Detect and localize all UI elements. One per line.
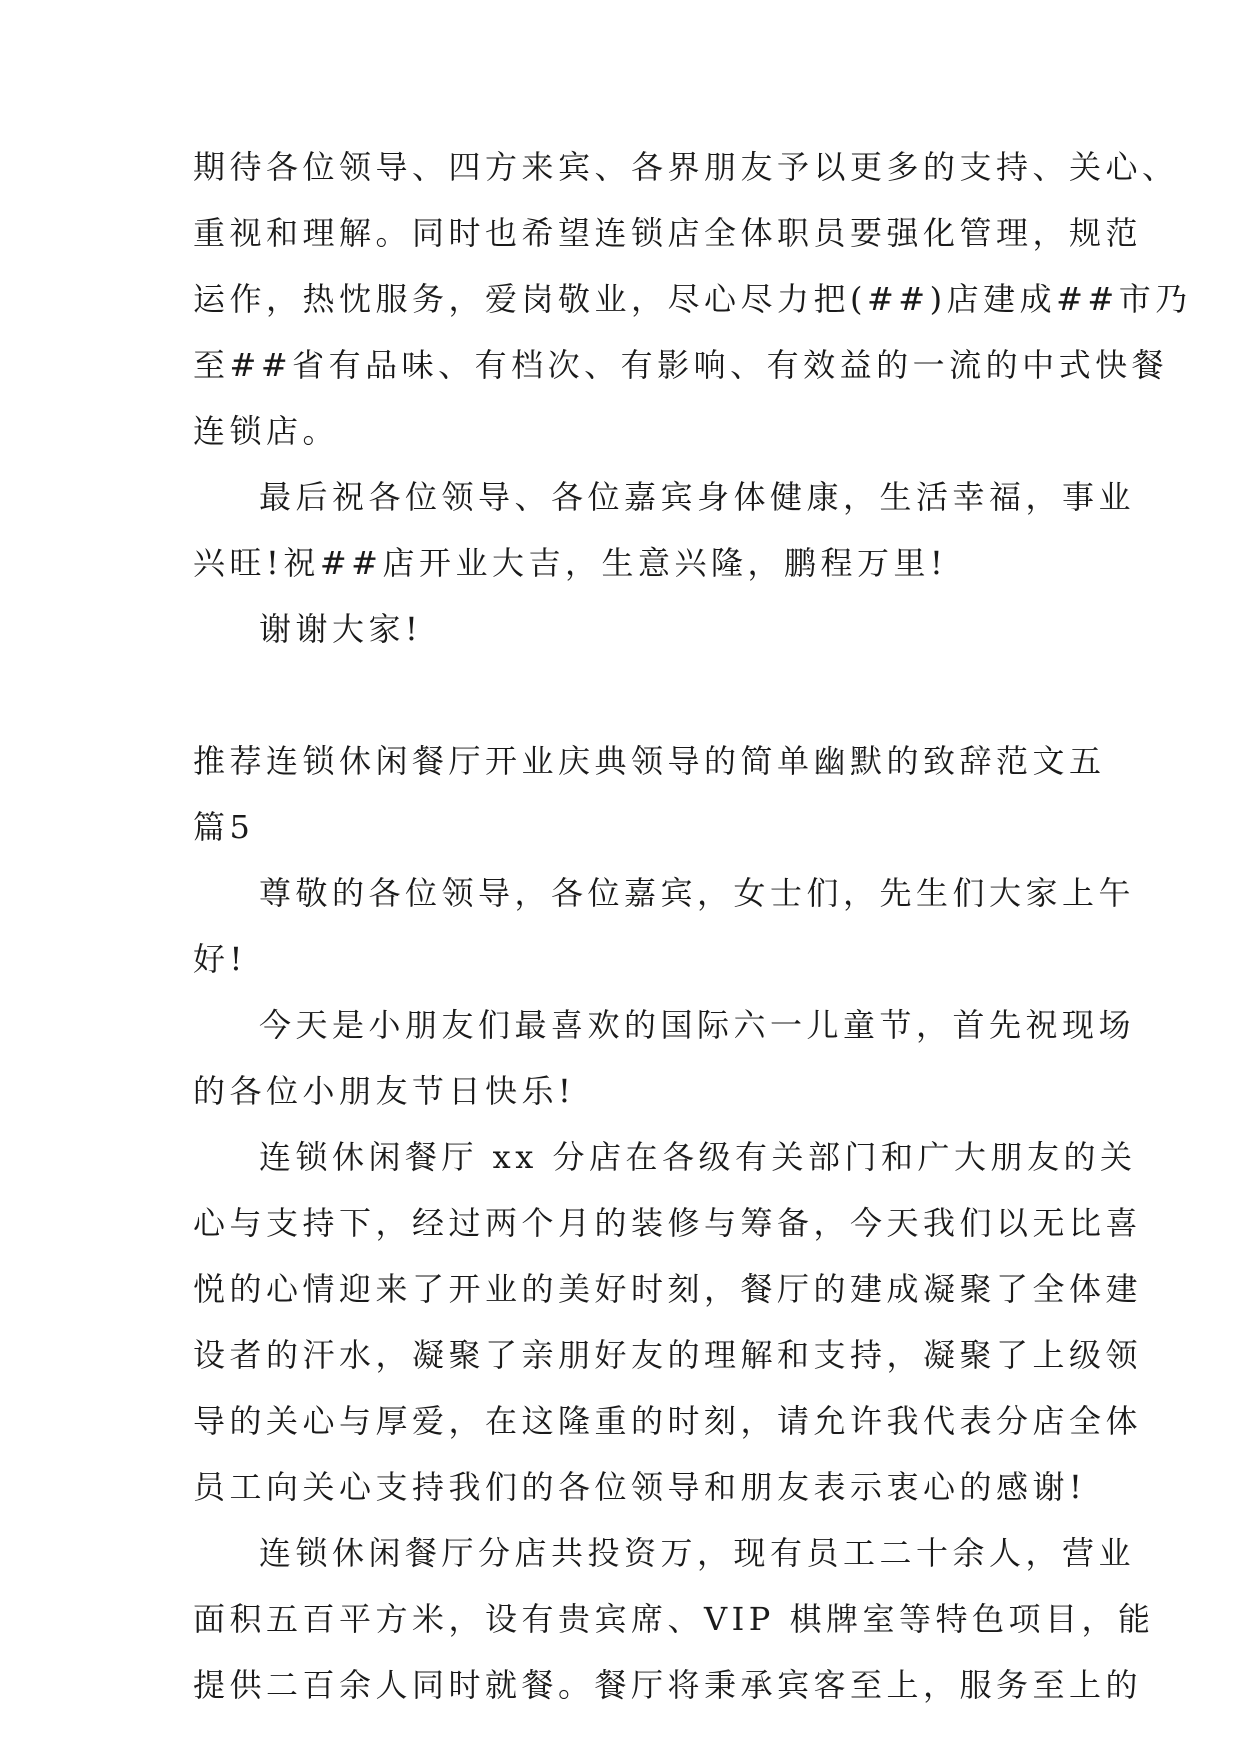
text-line: 心与支持下，经过两个月的装修与筹备，今天我们以无比喜 [193,1204,1143,1242]
section-gap [193,662,1055,728]
thanks-line: 谢谢大家! [259,610,423,648]
text-line: 至##省有品味、有档次、有影响、有效益的一流的中式快餐 [193,346,1169,384]
investment-paragraph [193,1520,1155,1718]
greeting-paragraph [193,860,1136,992]
text-line: 好! [193,940,247,978]
text-line: 设者的汗水，凝聚了亲朋好友的理解和支持，凝聚了上级领 [193,1336,1143,1374]
text-line: 今天是小朋友们最喜欢的国际六一儿童节，首先祝现场 [259,1006,1136,1044]
text-line: 运作，热忱服务，爱岗敬业，尽心尽力把(##)店建成##市乃 [193,280,1192,318]
text-line: 悦的心情迎来了开业的美好时刻，餐厅的建成凝聚了全体建 [193,1270,1143,1308]
text-line: 连锁休闲餐厅分店共投资万，现有员工二十余人，营业 [259,1534,1136,1572]
heading-line: 篇5 [193,808,255,846]
text-line: 员工向关心支持我们的各位领导和朋友表示衷心的感谢! [193,1468,1087,1506]
opening-paragraph [193,1124,1143,1520]
text-line: 连锁店。 [193,412,340,450]
text-line: 最后祝各位领导、各位嘉宾身体健康，生活幸福，事业 [259,478,1136,516]
text-line: 的各位小朋友节日快乐! [193,1072,576,1110]
section-heading [193,728,1106,860]
childrens-day-paragraph [193,992,1136,1124]
text-line: 期待各位领导、四方来宾、各界朋友予以更多的支持、关心、 [193,148,1179,186]
text-line: 重视和理解。同时也希望连锁店全体职员要强化管理，规范 [193,214,1143,252]
text-line: 尊敬的各位领导，各位嘉宾，女士们，先生们大家上午 [259,874,1136,912]
document-page [193,134,1192,1718]
wishes-paragraph [193,464,1136,596]
text-line: 连锁休闲餐厅 xx 分店在各级有关部门和广大朋友的关 [259,1138,1137,1176]
text-line: 提供二百余人同时就餐。餐厅将秉承宾客至上，服务至上的 [193,1666,1143,1704]
heading-line: 推荐连锁休闲餐厅开业庆典领导的简单幽默的致辞范文五 [193,742,1106,780]
text-line: 面积五百平方米，设有贵宾席、VIP 棋牌室等特色项目，能 [193,1600,1155,1638]
text-line: 兴旺!祝##店开业大吉，生意兴隆，鹏程万里! [193,544,948,582]
text-line: 导的关心与厚爱，在这隆重的时刻，请允许我代表分店全体 [193,1402,1143,1440]
closing-paragraph [193,134,1192,464]
